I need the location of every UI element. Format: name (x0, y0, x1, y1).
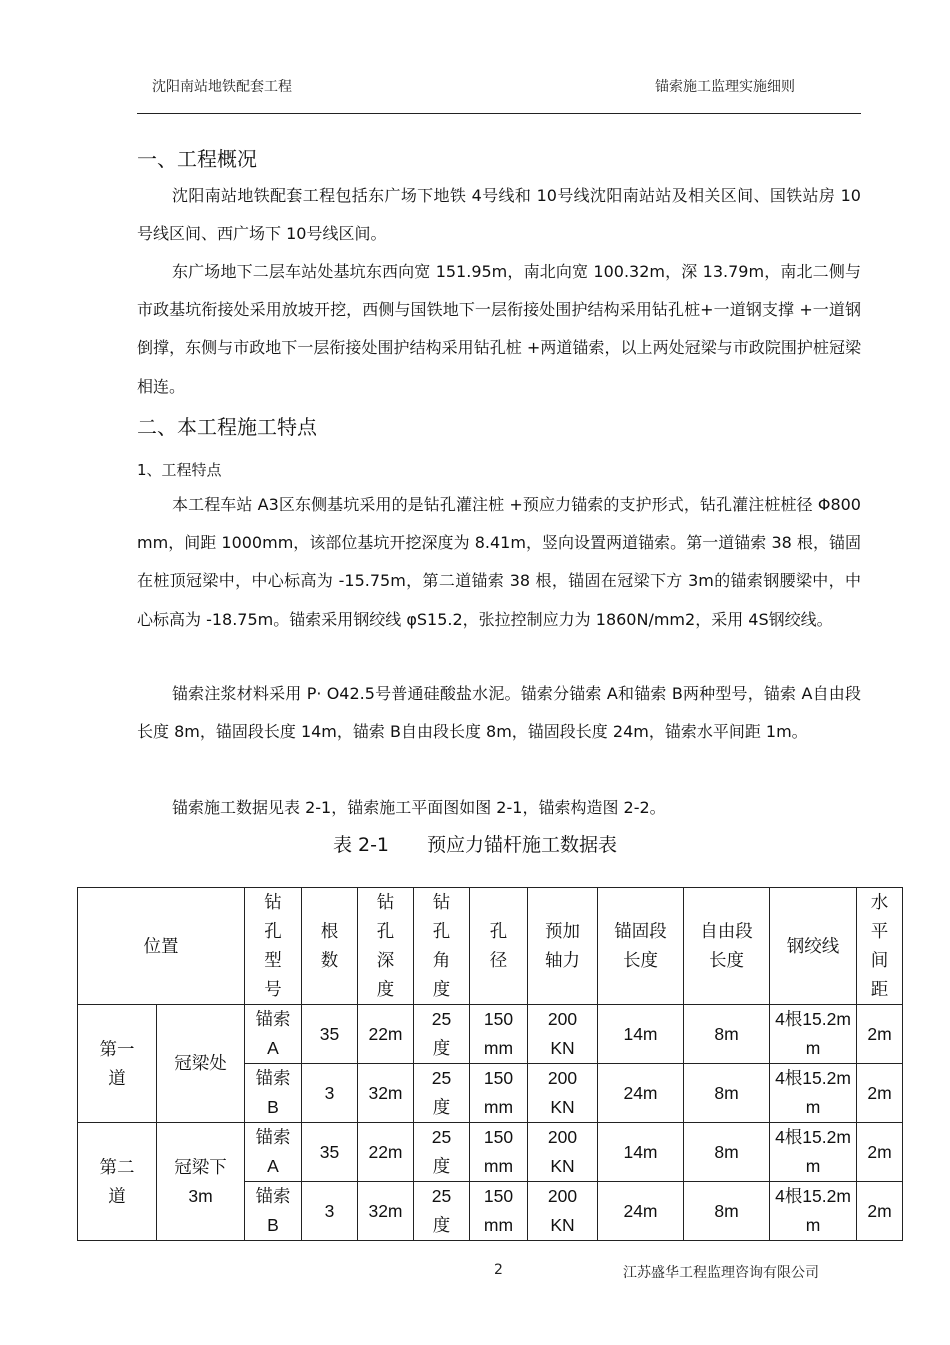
section-2-subheading: 1、工程特点 (137, 461, 222, 479)
header-free-length: 自由段长度 (684, 888, 770, 1005)
count-cell: 35 (302, 1123, 358, 1182)
header-anchor-length: 锚固段长度 (598, 888, 684, 1005)
anchor-length-cell: 24m (598, 1064, 684, 1123)
strand-cell: 4根15.2mm (770, 1064, 857, 1123)
preload-cell: 200KN (528, 1123, 598, 1182)
angle-cell: 25度 (414, 1182, 470, 1241)
diameter-cell: 150mm (470, 1064, 528, 1123)
type-cell: 锚索 A (245, 1123, 302, 1182)
type-cell: 锚索 B (245, 1064, 302, 1123)
level-cell: 第二道 (78, 1123, 157, 1241)
free-length-cell: 8m (684, 1182, 770, 1241)
header-document-title: 锚索施工监理实施细则 (655, 79, 795, 95)
strand-cell: 4根15.2mm (770, 1182, 857, 1241)
count-cell: 3 (302, 1182, 358, 1241)
header-hole-diameter: 孔径 (470, 888, 528, 1005)
depth-cell: 32m (358, 1064, 414, 1123)
section-2-heading: 二、本工程施工特点 (137, 415, 317, 439)
section-2-paragraph-1: 本工程车站 A3区东侧基坑采用的是钻孔灌注桩 +预应力锚索的支护形式，钻孔灌注桩桩径 Φ800 mm，间距 1000mm，该部位基坑开挖深度为 8.41m，竖向设置两道锚索。第一道锚索 38 根，锚固在桩顶冠梁中，中心标高为 -15.75m，第二道锚索 38 根，锚固在冠梁下方 3m的锚索钢腰梁中，中心标高为 -18.75m。锚索采用钢绞线 φS15.2，张拉控制应力为 1860N/mm2，采用 4S钢绞线。 (137, 495, 861, 629)
anchor-length-cell: 14m (598, 1123, 684, 1182)
preload-cell: 200KN (528, 1005, 598, 1064)
diameter-cell: 150mm (470, 1005, 528, 1064)
table-caption: 表 2-1 预应力锚杆施工数据表 (332, 834, 618, 856)
spacing-cell: 2m (857, 1005, 903, 1064)
spacing-cell: 2m (857, 1182, 903, 1241)
header-drill-type: 钻孔型号 (245, 888, 302, 1005)
header-preload: 预加轴力 (528, 888, 598, 1005)
count-cell: 35 (302, 1005, 358, 1064)
spacing-cell: 2m (857, 1064, 903, 1123)
header-spacing: 水平间距 (857, 888, 903, 1005)
header-divider (137, 113, 861, 114)
type-cell: 锚索 B (245, 1182, 302, 1241)
diameter-cell: 150mm (470, 1182, 528, 1241)
table-header-row (78, 888, 903, 1005)
section-1-heading: 一、工程概况 (137, 147, 257, 171)
diameter-cell: 150mm (470, 1123, 528, 1182)
section-2-paragraph-2: 锚索注浆材料采用 P· O42.5号普通硅酸盐水泥。锚索分锚索 A和锚索 B两种型号，锚索 A自由段长度 8m，锚固段长度 14m，锚索 B自由段长度 8m，锚固段长度 24m，锚索水平间距 1m。 (137, 684, 861, 742)
table-row (78, 1123, 903, 1182)
preload-cell: 200KN (528, 1182, 598, 1241)
header-strand: 钢绞线 (770, 888, 857, 1005)
footer-company: 江苏盛华工程监理咨询有限公司 (623, 1265, 819, 1281)
free-length-cell: 8m (684, 1123, 770, 1182)
free-length-cell: 8m (684, 1064, 770, 1123)
preload-cell: 200KN (528, 1064, 598, 1123)
header-project-name: 沈阳南站地铁配套工程 (152, 79, 292, 95)
section-1-paragraph-1: 沈阳南站地铁配套工程包括东广场下地铁 4号线和 10号线沈阳南站站及相关区间、国铁站房 10号线区间、西广场下 10号线区间。 (137, 186, 861, 244)
angle-cell: 25度 (414, 1123, 470, 1182)
anchor-length-cell: 14m (598, 1005, 684, 1064)
level-cell: 第一道 (78, 1005, 157, 1123)
header-count: 根数 (302, 888, 358, 1005)
header-depth: 钻孔深度 (358, 888, 414, 1005)
depth-cell: 22m (358, 1123, 414, 1182)
count-cell: 3 (302, 1064, 358, 1123)
angle-cell: 25度 (414, 1064, 470, 1123)
strand-cell: 4根15.2mm (770, 1123, 857, 1182)
table-row (78, 1005, 903, 1064)
depth-cell: 32m (358, 1182, 414, 1241)
location-cell: 冠梁下3m (157, 1123, 245, 1241)
type-cell: 锚索 A (245, 1005, 302, 1064)
depth-cell: 22m (358, 1005, 414, 1064)
free-length-cell: 8m (684, 1005, 770, 1064)
header-angle: 钻孔角度 (414, 888, 470, 1005)
page-number: 2 (494, 1262, 503, 1278)
section-1-paragraph-2: 东广场地下二层车站处基坑东西向宽 151.95m，南北向宽 100.32m，深 13.79m，南北二侧与市政基坑衔接处采用放坡开挖，西侧与国铁地下一层衔接处围护结构采用钻孔桩+一道钢支撑 +一道钢倒撑，东侧与市政地下一层衔接处围护结构采用钻孔桩 +两道锚索，以上两处冠梁与市政院围护桩冠梁相连。 (137, 262, 861, 396)
spacing-cell: 2m (857, 1123, 903, 1182)
header-position: 位置 (78, 888, 245, 1005)
section-2-paragraph-3: 锚索施工数据见表 2-1，锚索施工平面图如图 2-1，锚索构造图 2-2。 (172, 798, 666, 817)
angle-cell: 25度 (414, 1005, 470, 1064)
strand-cell: 4根15.2mm (770, 1005, 857, 1064)
location-cell: 冠梁处 (157, 1005, 245, 1123)
anchor-data-table (77, 887, 903, 1241)
anchor-length-cell: 24m (598, 1182, 684, 1241)
